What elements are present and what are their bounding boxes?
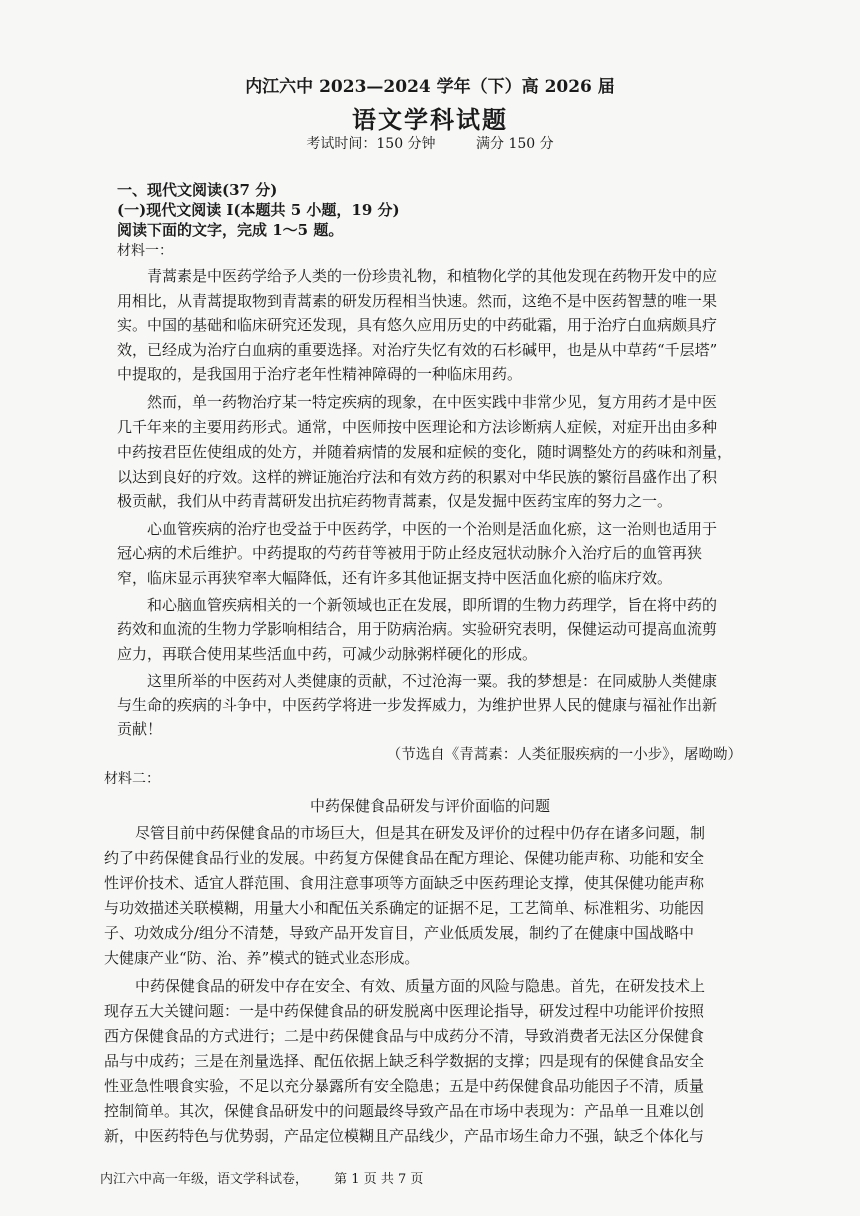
section-title: 一、现代文阅读(37 分) — [117, 181, 278, 199]
exam-header-school: 内江六中 2023—2024 学年（下）高 2026 届 — [245, 77, 615, 97]
paragraph-line: 西方保健食品的方式进行；二是中药保健食品与中成药分不清，导致消费者无法区分保健食 — [104, 1027, 705, 1045]
material-2-label: 材料二： — [104, 771, 160, 787]
paragraph-line: 性亚急性喂食实验，不足以充分暴露所有安全隐患；五是中药保健食品功能因子不清，质量 — [104, 1077, 705, 1095]
material-1-source: （节选自《青蒿素：人类征服疾病的一小步》，屠呦呦） — [386, 747, 742, 763]
paragraph-line: 中药保健食品的研发中存在安全、有效、质量方面的风险与隐患。首先，在研发技术上 — [135, 977, 706, 995]
exam-time: 考试时间：150 分钟 — [306, 136, 436, 152]
material-1-label: 材料一： — [117, 243, 173, 259]
section-instruction: 阅读下面的文字，完成 1～5 题。 — [117, 221, 344, 239]
paragraph-line: 约了中药保健食品行业的发展。中药复方保健食品在配方理论、保健功能声称、功能和安全 — [104, 849, 705, 867]
paragraph-line: 控制简单。其次，保健食品研发中的问题最终导致产品在市场中表现为：产品单一且难以创 — [104, 1102, 705, 1120]
exam-title: 语文学科试题 — [352, 105, 508, 134]
paragraph-line: 尽管目前中药保健食品的市场巨大，但是其在研发及评价的过程中仍存在诸多问题，制 — [135, 824, 706, 842]
paragraph-line: 效，已经成为治疗白血病的重要选择。对治疗失忆有效的石杉碱甲，也是从中草药“千层塔” — [117, 341, 718, 359]
paragraph-line: 窄，临床显示再狭窄率大幅降低，还有许多其他证据支持中医活血化瘀的临床疗效。 — [117, 569, 673, 587]
paragraph-line: 应力，再联合使用某些活血中药，可减少动脉粥样硬化的形成。 — [117, 645, 538, 663]
paragraph-line: 用相比，从青蒿提取物到青蒿素的研发历程相当快速。然而，这绝不是中医药智慧的唯一果 — [117, 292, 718, 310]
paragraph-line: 新，中医药特色与优势弱，产品定位模糊且产品线少，产品市场生命力不强，缺乏个体化与 — [104, 1127, 705, 1145]
paragraph-line: 子、功效成分/组分不清楚，导致产品开发盲目，产业低质发展，制约了在健康中国战略中 — [104, 924, 695, 942]
paragraph-line: 中药按君臣佐使组成的处方，并随着病情的发展和症候的变化，随时调整处方的药味和剂量， — [117, 443, 733, 461]
paragraph-line: 品与中成药；三是在剂量选择、配伍依据上缺乏科学数据的支撑；四是现有的保健食品安全 — [104, 1052, 705, 1070]
paragraph-line: 贡献！ — [117, 720, 163, 738]
paragraph-line: 以达到良好的疗效。这样的辨证施治疗法和有效方药的积累对中华民族的繁衍昌盛作出了积 — [117, 468, 718, 486]
paragraph-line: 几千年来的主要用药形式。通常，中医师按中医理论和方法诊断病人症候，对症开出由多种 — [117, 418, 718, 436]
footer-label: 内江六中高一年级，语文学科试卷， — [100, 1172, 309, 1187]
paragraph-line: 和心脑血管疾病相关的一个新领域也正在发展，即所谓的生物力药理学，旨在将中药的 — [147, 596, 718, 614]
exam-meta — [0, 133, 860, 153]
paragraph-line: 实。中国的基础和临床研究还发现，具有悠久应用历史的中药砒霜，用于治疗白血病颇具疗 — [117, 316, 718, 334]
section-subtitle: (一)现代文阅读 I(本题共 5 小题，19 分) — [117, 201, 400, 219]
paragraph-line: 青蒿素是中医药学给予人类的一份珍贵礼物，和植物化学的其他发现在药物开发中的应 — [147, 267, 718, 285]
paragraph-line: 中提取的，是我国用于治疗老年性精神障碍的一种临床用药。 — [117, 365, 523, 383]
paragraph-line: 与生命的疾病的斗争中，中医药学将进一步发挥威力，为维护世界人民的健康与福祉作出新 — [117, 696, 718, 714]
paragraph-line: 现存五大关键问题：一是中药保健食品的研发脱离中医理论指导，研发过程中功能评价按照 — [104, 1002, 705, 1020]
paragraph-line: 心血管疾病的治疗也受益于中医药学，中医的一个治则是活血化瘀，这一治则也适用于 — [147, 520, 718, 538]
exam-score: 满分 150 分 — [476, 136, 554, 152]
paragraph-line: 这里所举的中医药对人类健康的贡献，不过沧海一粟。我的梦想是：在同威胁人类健康 — [147, 672, 718, 690]
material-2-title: 中药保健食品研发与评价面临的问题 — [309, 797, 550, 815]
paragraph-line: 药效和血流的生物力学影响相结合，用于防病治病。实验研究表明，保健运动可提高血流剪 — [117, 620, 718, 638]
paragraph-line: 然而，单一药物治疗某一特定疾病的现象，在中医实践中非常少见，复方用药才是中医 — [147, 393, 718, 411]
paragraph-line: 冠心病的术后维护。中药提取的芍药苷等被用于防止经皮冠状动脉介入治疗后的血管再狭 — [117, 544, 703, 562]
paragraph-line: 与功效描述关联模糊，用量大小和配伍关系确定的证据不足，工艺简单、标准粗劣、功能因 — [104, 899, 705, 917]
paragraph-line: 性评价技术、适宜人群范围、食用注意事项等方面缺乏中医药理论支撑，使其保健功能声称 — [104, 874, 705, 892]
paragraph-line: 极贡献，我们从中药青蒿研发出抗疟药物青蒿素，仅是发掘中医药宝库的努力之一。 — [117, 492, 673, 510]
page-number: 第 1 页 共 7 页 — [334, 1172, 424, 1187]
page-footer — [100, 1168, 445, 1187]
paragraph-line: 大健康产业“防、治、养”模式的链式业态形成。 — [104, 949, 420, 967]
